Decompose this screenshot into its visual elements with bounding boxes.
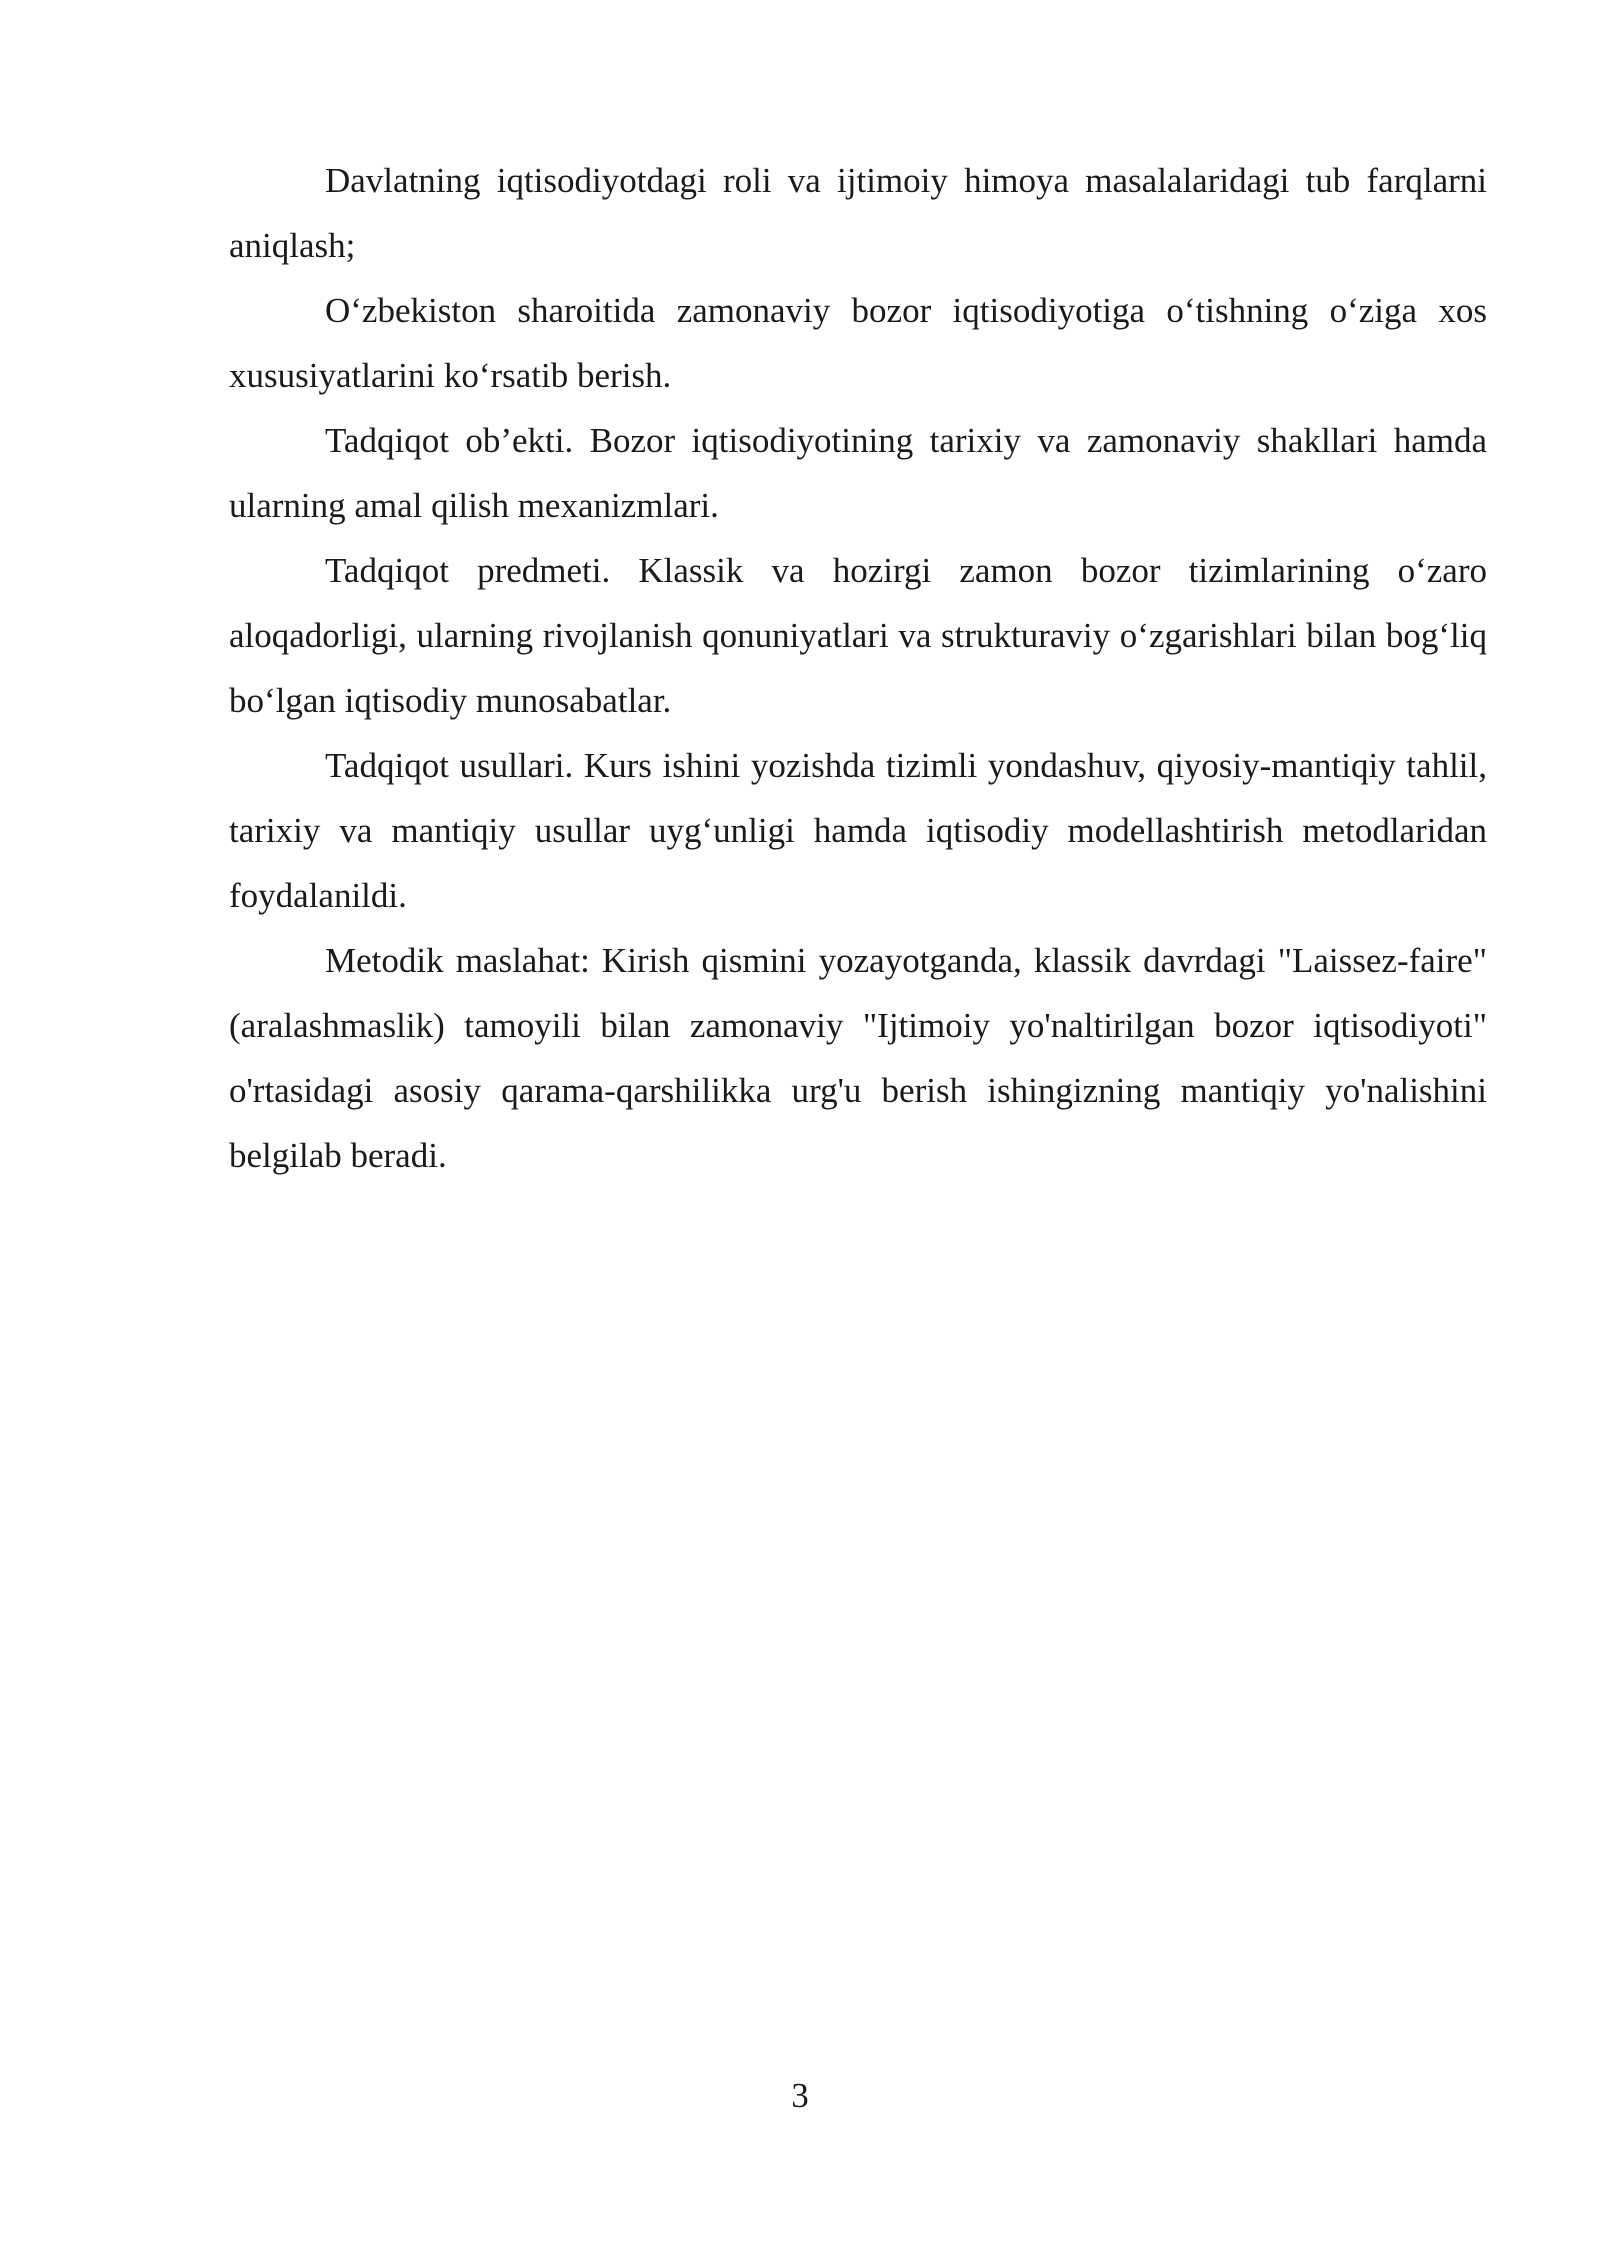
paragraph-methodical-advice: Metodik maslahat: Kirish qismini yozayotganda, klassik davrdagi "Laissez-faire" (aralashmaslik) tamoyili bilan zamonaviy "Ijtimoiy yo'naltirilgan bozor iqtisodiyoti" o'rtasidagi asosiy qarama-qarshilikka urg'u berish ishingizning mantiqiy yo'nalishini belgilab beradi. — [229, 941, 1487, 1175]
paragraph-research-subject: Tadqiqot predmeti. Klassik va hozirgi zamon bozor tizimlarining o‘zaro aloqadorligi, ularning rivojlanish qonuniyatlari va strukturaviy o‘zgarishlari bilan bog‘liq bo‘lgan iqtisodiy munosabatlar. — [229, 551, 1487, 720]
paragraph-goal-state-role: Davlatning iqtisodiyotdagi roli va ijtimoiy himoya masalalaridagi tub farqlarni aniqlash; — [229, 161, 1487, 265]
paragraph-research-object: Tadqiqot ob’ekti. Bozor iqtisodiyotining tarixiy va zamonaviy shakllari hamda ularning amal qilish mexanizmlari. — [229, 421, 1487, 525]
paragraph-goal-uzbekistan: O‘zbekiston sharoitida zamonaviy bozor iqtisodiyotiga o‘tishning o‘ziga xos xususiyatlarini ko‘rsatib berish. — [229, 291, 1487, 395]
paragraph-research-methods: Tadqiqot usullari. Kurs ishini yozishda tizimli yondashuv, qiyosiy-mantiqiy tahlil, tarixiy va mantiqiy usullar uyg‘unligi hamda iqtisodiy modellashtirish metodlaridan foydalanildi. — [229, 746, 1487, 915]
page-number: 3 — [791, 2076, 809, 2115]
body-text — [229, 148, 1487, 1188]
